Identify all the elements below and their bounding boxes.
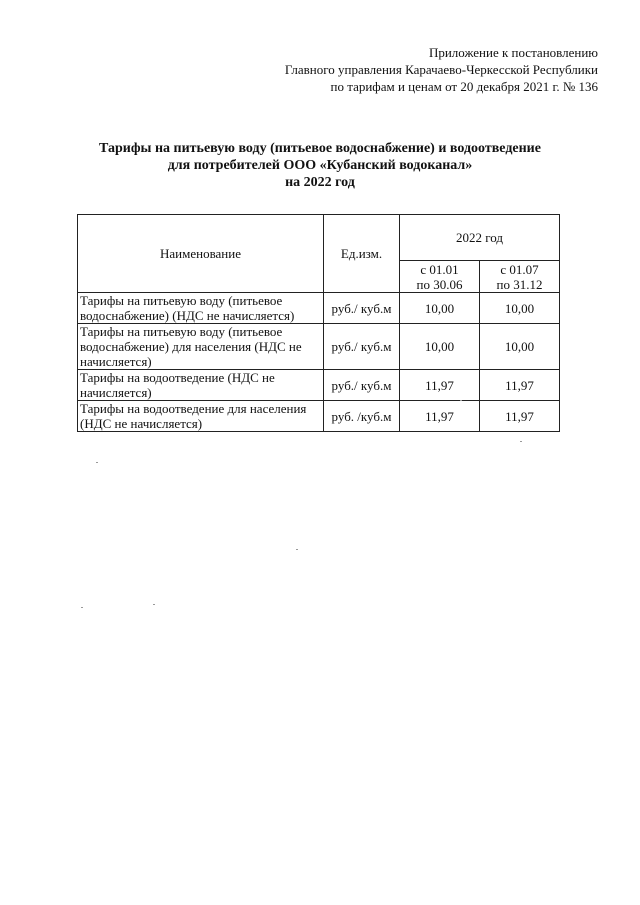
row-value-h2: 11,97 bbox=[480, 370, 560, 401]
row-name: Тарифы на питьевую воду (питьевое водоснабжение) (НДС не начисляется) bbox=[78, 293, 324, 324]
row-name: Тарифы на питьевую воду (питьевое водоснабжение) для населения (НДС не начисляется) bbox=[78, 324, 324, 370]
appendix-line: по тарифам и ценам от 20 декабря 2021 г. № 136 bbox=[330, 79, 598, 94]
row-value-h2: 11,97 bbox=[480, 401, 560, 432]
scan-speck bbox=[296, 549, 298, 550]
period-start: с 01.01 bbox=[420, 261, 459, 277]
scan-speck bbox=[520, 441, 522, 442]
tariffs-table bbox=[77, 214, 560, 432]
row-name: Тарифы на водоотведение (НДС не начисляется) bbox=[78, 370, 324, 401]
row-unit: руб./ куб.м bbox=[324, 293, 400, 324]
row-value-h1: 10,00 bbox=[400, 324, 480, 370]
title-line: для потребителей ООО «Кубанский водоканал» bbox=[167, 158, 473, 173]
document-title bbox=[0, 140, 640, 191]
scan-speck bbox=[460, 400, 462, 401]
header-year: 2022 год bbox=[400, 215, 560, 261]
scan-speck bbox=[153, 604, 155, 605]
table-header-row bbox=[78, 215, 560, 261]
appendix-header bbox=[285, 44, 598, 95]
row-unit: руб./ куб.м bbox=[324, 370, 400, 401]
row-value-h2: 10,00 bbox=[480, 324, 560, 370]
row-name: Тарифы на водоотведение для населения (НДС не начисляется) bbox=[78, 401, 324, 432]
period-end: по 30.06 bbox=[416, 276, 463, 292]
table-row bbox=[78, 370, 560, 401]
scan-speck bbox=[81, 607, 83, 608]
period-start: с 01.07 bbox=[500, 261, 539, 277]
header-period-2 bbox=[480, 261, 560, 293]
table-row bbox=[78, 401, 560, 432]
scan-speck bbox=[96, 462, 98, 463]
period-end: по 31.12 bbox=[496, 276, 543, 292]
row-value-h1: 11,97 bbox=[400, 401, 480, 432]
row-value-h2: 10,00 bbox=[480, 293, 560, 324]
appendix-line: Приложение к постановлению bbox=[428, 45, 598, 60]
header-name: Наименование bbox=[78, 215, 324, 293]
table-row bbox=[78, 293, 560, 324]
title-line: на 2022 год bbox=[285, 175, 355, 190]
row-unit: руб. /куб.м bbox=[324, 401, 400, 432]
table-row bbox=[78, 324, 560, 370]
row-value-h1: 11,97 bbox=[400, 370, 480, 401]
row-value-h1: 10,00 bbox=[400, 293, 480, 324]
appendix-line: Главного управления Карачаево-Черкесской Республики bbox=[284, 62, 598, 77]
header-period-1 bbox=[400, 261, 480, 293]
header-unit: Ед.изм. bbox=[324, 215, 400, 293]
title-line: Тарифы на питьевую воду (питьевое водоснабжение) и водоотведение bbox=[99, 141, 541, 156]
row-unit: руб./ куб.м bbox=[324, 324, 400, 370]
